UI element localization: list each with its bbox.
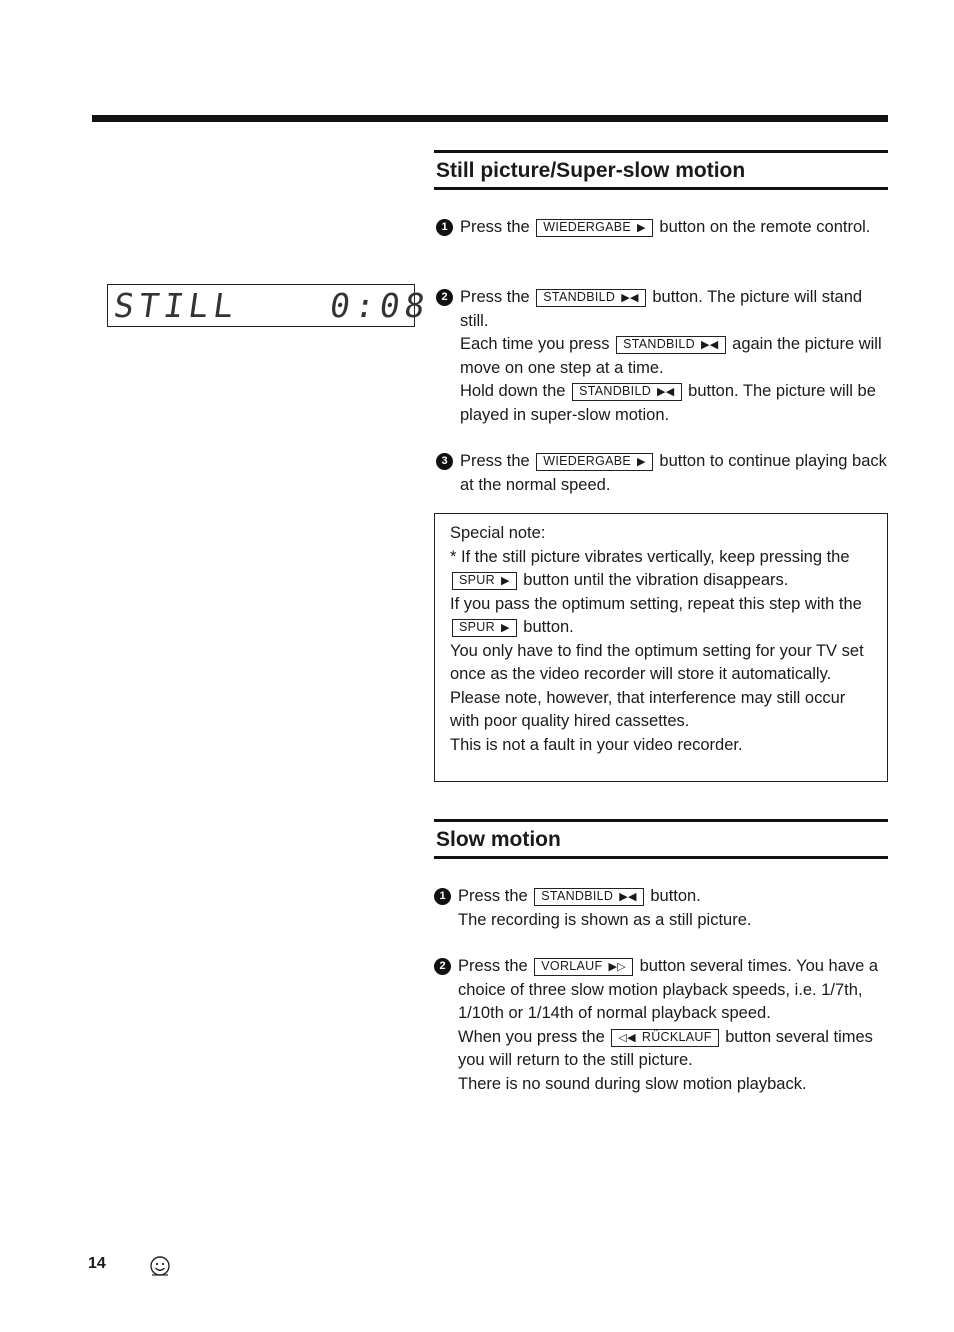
text: button. — [523, 618, 574, 636]
note-text: You only have to find the optimum setting for your TV set once as the video recorder will store it automatically. — [450, 641, 864, 683]
step-text: The recording is shown as a still picture. — [458, 910, 752, 929]
text: button. The picture will be played in super-slow motion. — [460, 382, 876, 424]
step-frame-icon: ▶◀ — [657, 386, 675, 398]
standbild-key — [616, 336, 725, 354]
text: button several times you will return to the still picture. — [458, 1027, 873, 1069]
slow-step-2 — [434, 955, 889, 1096]
lcd-left-text: STILL — [111, 286, 242, 325]
text: If you pass the optimum setting, repeat this step with the — [450, 594, 862, 613]
lcd-display — [107, 284, 433, 327]
play-icon: ▶ — [637, 222, 646, 234]
text: button on the remote control. — [659, 218, 871, 236]
step-number: 3 — [436, 453, 453, 470]
rewind-icon: ◁◀ — [618, 1031, 636, 1044]
spur-key — [452, 619, 517, 637]
key-label: VORLAUF — [541, 959, 603, 973]
note-text: This is not a fault in your video recorder. — [450, 735, 743, 754]
wiedergabe-key — [536, 453, 653, 471]
section-title: Still picture/Super-slow motion — [436, 159, 746, 182]
key-label: WIEDERGABE — [543, 454, 632, 468]
text: button to continue playing back at the normal speed. — [460, 452, 887, 494]
note-text — [450, 546, 877, 593]
text: button. — [650, 887, 701, 905]
section-title: Slow motion — [436, 828, 561, 851]
step-text — [460, 380, 891, 427]
standbild-key — [572, 383, 681, 401]
step-text — [460, 286, 891, 333]
wiedergabe-key — [536, 219, 653, 237]
text: Press the — [460, 218, 530, 236]
still-step-2 — [436, 286, 891, 427]
key-label: RÜCKLAUF — [641, 1029, 712, 1044]
step-frame-icon: ▶◀ — [621, 292, 639, 304]
text: Press the — [458, 957, 528, 975]
note-text — [450, 593, 877, 640]
step-number: 1 — [434, 888, 451, 905]
note-text: Please note, however, that interference may still occur with poor quality hired cassettes. — [450, 688, 846, 730]
key-label: STANDBILD — [579, 384, 652, 398]
tracking-icon: ▶ — [500, 622, 510, 634]
key-label: WIEDERGABE — [543, 220, 632, 234]
step-number: 2 — [434, 958, 451, 975]
text: Press the — [460, 452, 530, 470]
still-step-1 — [436, 216, 891, 240]
key-label: SPUR — [459, 620, 495, 634]
top-rule — [92, 115, 888, 122]
step-number: 2 — [436, 289, 453, 306]
key-label: STANDBILD — [541, 889, 614, 903]
tracking-icon: ▶ — [500, 575, 510, 587]
text: button several times. You have a choice of three slow motion playback speeds, i.e. 1/7th, 1/10th or 1/14th of normal playback speed. — [458, 957, 879, 1022]
spur-key — [452, 572, 517, 590]
step-text — [460, 216, 891, 240]
text: Each time you press — [460, 335, 610, 353]
step-text — [458, 955, 889, 1026]
key-label: STANDBILD — [543, 290, 616, 304]
step-frame-icon: ▶◀ — [701, 339, 719, 351]
still-step-3 — [436, 450, 891, 497]
standbild-key — [534, 888, 643, 906]
forward-icon: ▶▷ — [608, 961, 626, 973]
section-still-picture-header — [434, 150, 888, 190]
play-icon: ▶ — [637, 456, 646, 468]
step-text — [460, 450, 891, 497]
step-text — [458, 1026, 889, 1073]
smiley-logo-icon — [146, 1254, 174, 1280]
key-label: SPUR — [459, 573, 495, 587]
text: Hold down the — [460, 382, 566, 400]
page-number: 14 — [88, 1255, 106, 1272]
slow-step-1 — [434, 885, 889, 932]
lcd-right-text: 0:08 — [327, 286, 433, 325]
ruecklauf-key — [611, 1029, 718, 1047]
step-text: There is no sound during slow motion playback. — [458, 1074, 807, 1093]
step-number: 1 — [436, 219, 453, 236]
text: Press the — [460, 288, 530, 306]
standbild-key — [536, 289, 645, 307]
vorlauf-key — [534, 958, 633, 976]
text: button. The picture will stand still. — [460, 288, 863, 330]
text: again the picture will move on one step at a time. — [460, 335, 882, 377]
key-label: STANDBILD — [623, 337, 696, 351]
step-frame-icon: ▶◀ — [619, 891, 637, 903]
step-text — [458, 885, 889, 909]
text: button until the vibration disappears. — [523, 571, 789, 589]
text: * If the still picture vibrates vertically, keep pressing the — [450, 547, 850, 566]
step-text — [460, 333, 891, 380]
section-slow-motion-header — [434, 819, 888, 859]
text: When you press the — [458, 1027, 605, 1046]
special-note-box — [434, 513, 888, 782]
text: Press the — [458, 887, 528, 905]
note-heading: Special note: — [450, 524, 546, 542]
